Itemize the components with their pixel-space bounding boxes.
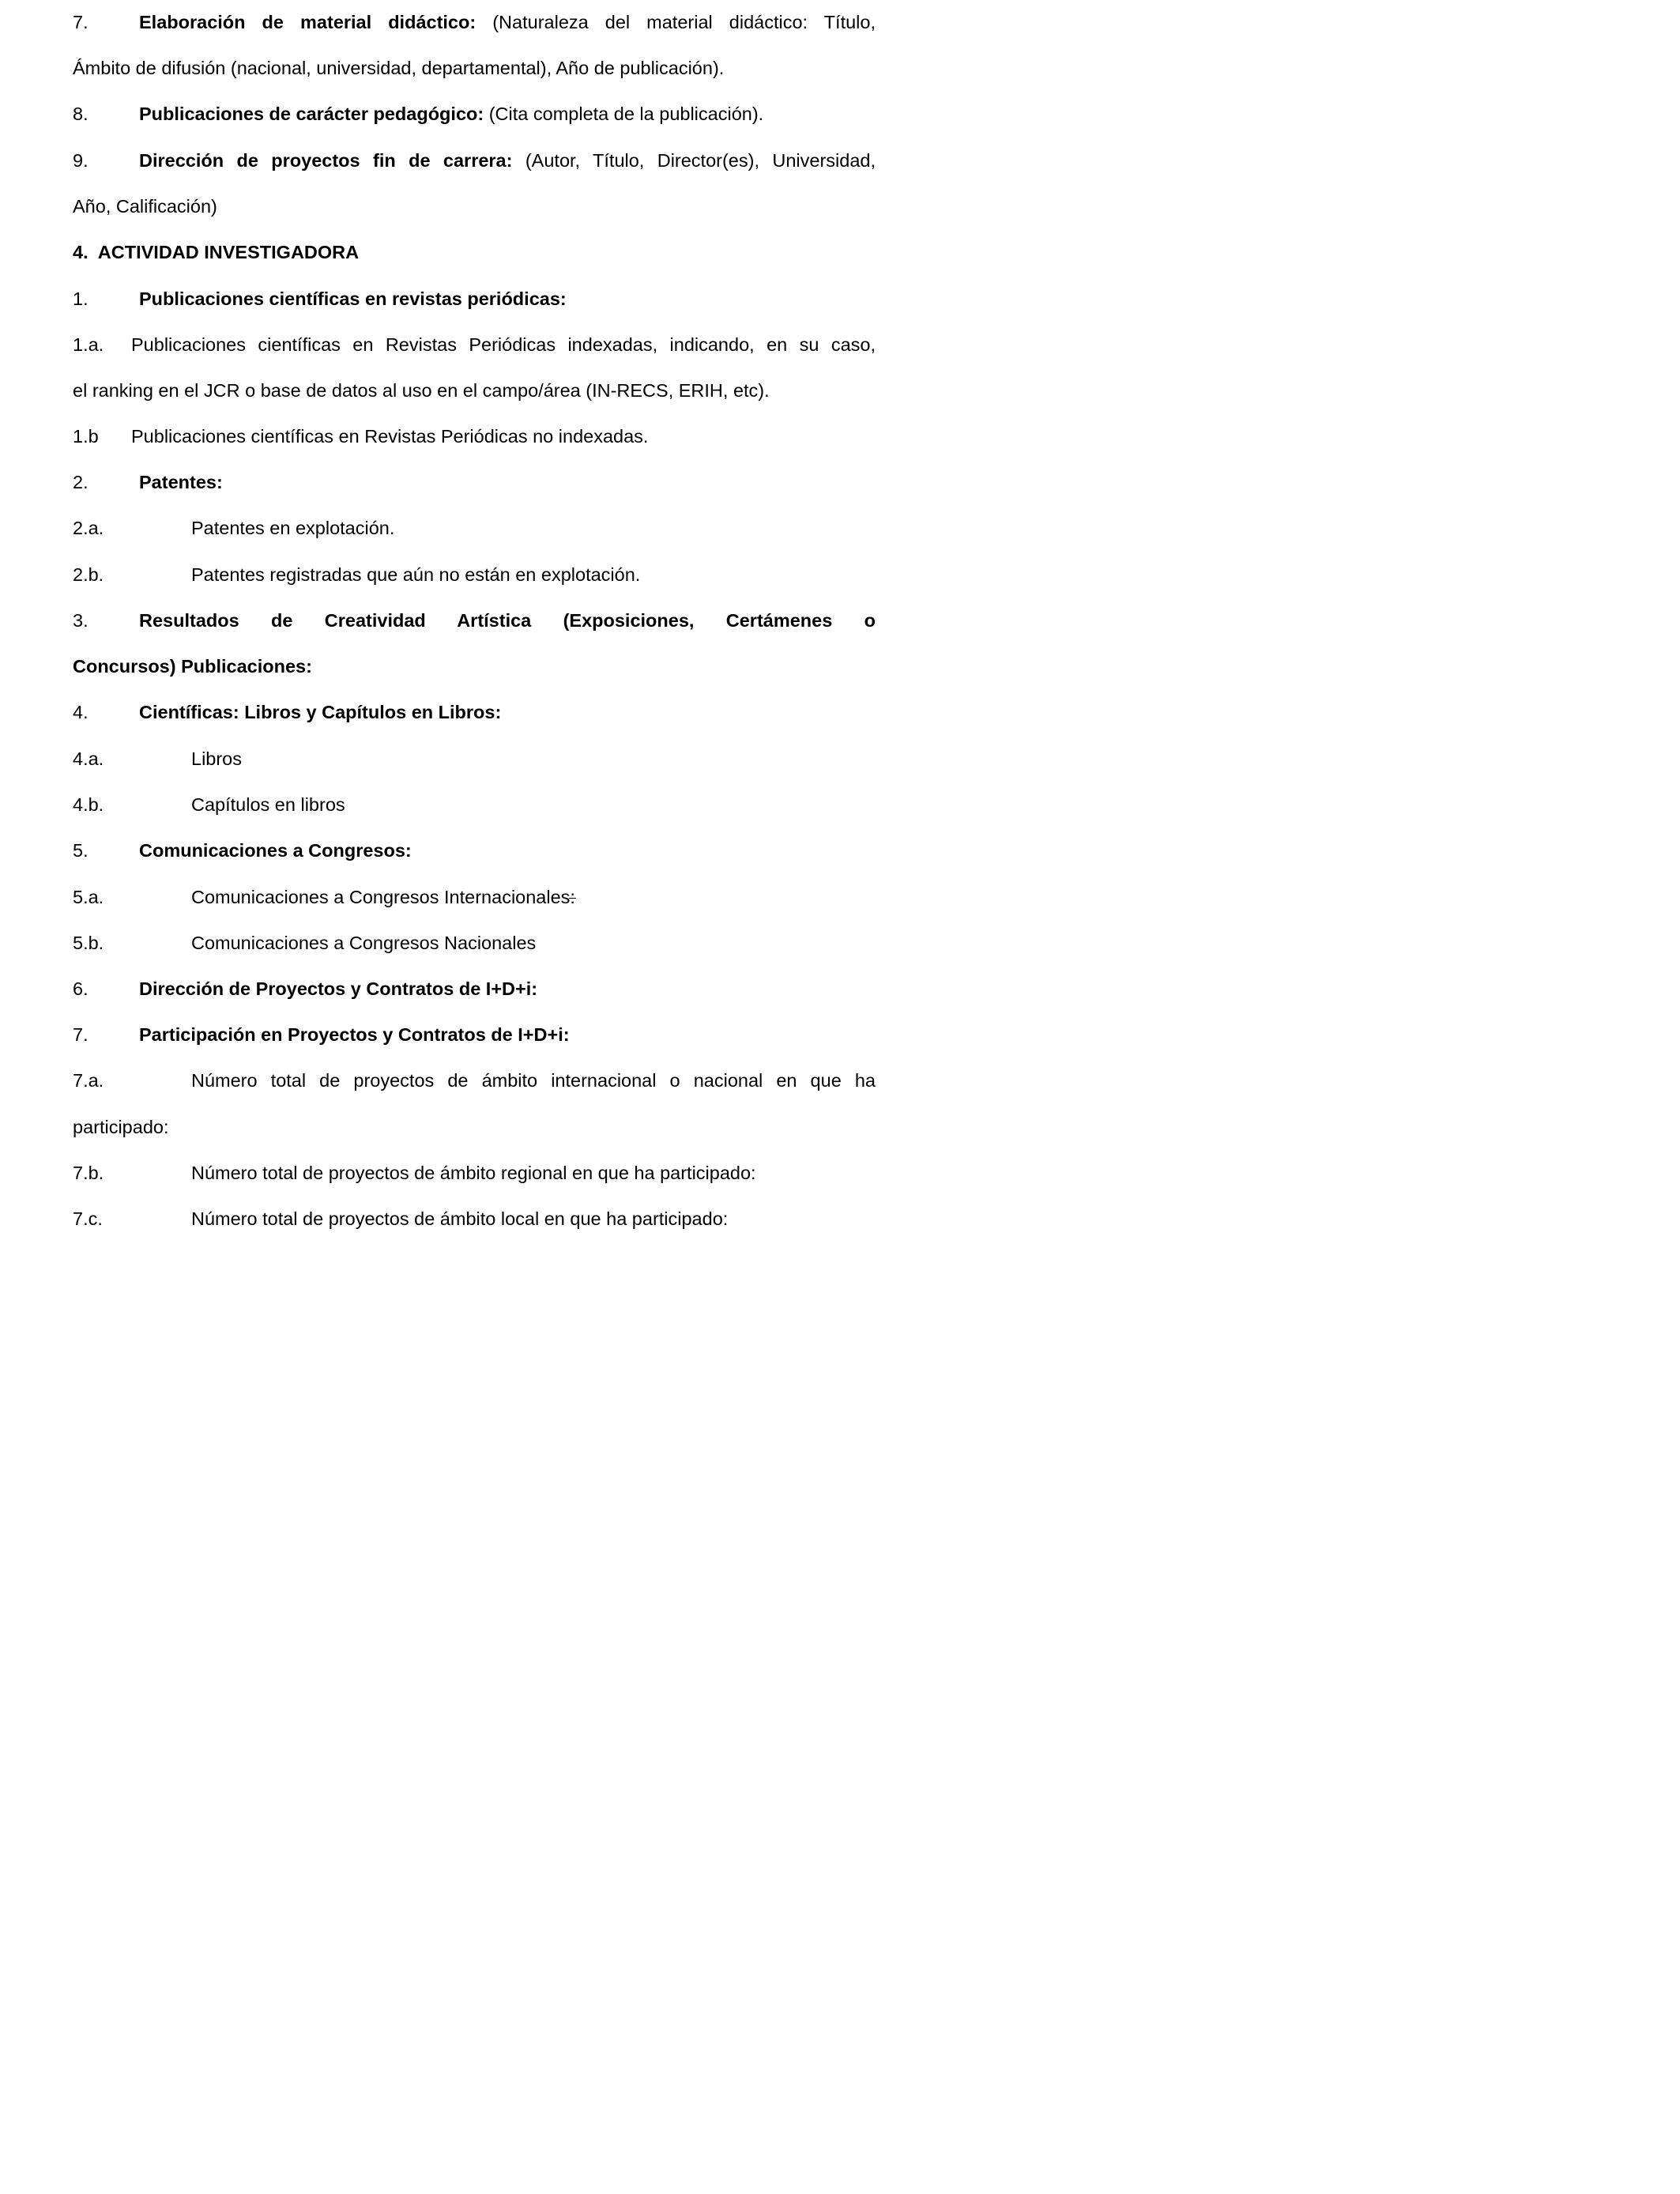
item-number: 8. xyxy=(73,104,89,124)
subsection-1a xyxy=(73,333,876,356)
item-number: 9. xyxy=(73,150,89,171)
subsection-3-continuation: Concursos) Publicaciones: xyxy=(73,656,312,677)
item-text: Publicaciones científicas en Revistas Periódicas no indexadas. xyxy=(131,426,649,447)
item-number: 5. xyxy=(73,840,89,861)
item-text: Capítulos en libros xyxy=(191,794,345,815)
item-number: 7.a. xyxy=(73,1070,104,1091)
item-title: Dirección de proyectos fin de carrera: xyxy=(139,150,513,171)
item-text: Número total de proyectos de ámbito internacional o nacional en que ha xyxy=(191,1070,876,1091)
item-9-line xyxy=(73,149,876,172)
item-7-line xyxy=(73,10,876,34)
item-number: 2.b. xyxy=(73,564,104,585)
item-title: Científicas: Libros y Capítulos en Libros: xyxy=(139,702,502,722)
section-heading: 4. ACTIVIDAD INVESTIGADORA xyxy=(73,242,360,262)
item-title: Publicaciones científicas en revistas periódicas: xyxy=(139,288,567,309)
item-number: 2. xyxy=(73,472,89,492)
item-number: 3. xyxy=(73,610,89,631)
subsection-7a xyxy=(73,1069,876,1092)
item-text: Comunicaciones a Congresos Internacionales xyxy=(191,887,571,907)
item-text: Número total de proyectos de ámbito regional en que ha participado: xyxy=(191,1163,756,1183)
item-number: 7.c. xyxy=(73,1208,103,1229)
item-title: Resultados de Creatividad Artística (Exposiciones, Certámenes o xyxy=(139,610,876,631)
item-text: Número total de proyectos de ámbito local en que ha participado: xyxy=(191,1208,729,1229)
subsection-3 xyxy=(73,609,876,632)
item-number: 2.a. xyxy=(73,518,104,538)
item-title: Patentes: xyxy=(139,472,223,492)
item-number: 1. xyxy=(73,288,89,309)
item-text: Libros xyxy=(191,748,243,769)
item-number: 5.a. xyxy=(73,887,104,907)
item-number: 6. xyxy=(73,978,89,999)
item-number: 7.b. xyxy=(73,1163,104,1183)
item-title: Comunicaciones a Congresos: xyxy=(139,840,412,861)
subsection-1a-continuation: el ranking en el JCR o base de datos al uso en el campo/área (IN-RECS, ERIH, etc). xyxy=(73,380,770,401)
item-7-continuation: Ámbito de difusión (nacional, universidad, departamental), Año de publicación). xyxy=(73,58,725,78)
item-description: (Autor, Título, Director(es), Universidad, xyxy=(525,150,876,171)
item-text: Publicaciones científicas en Revistas Periódicas indexadas, indicando, en su caso, xyxy=(131,334,876,355)
item-number: 7. xyxy=(73,1024,89,1045)
item-text: Patentes registradas que aún no están en explotación. xyxy=(191,564,641,585)
item-number: 4. xyxy=(73,702,89,722)
item-number: 7. xyxy=(73,12,89,32)
subsection-7a-continuation: participado: xyxy=(73,1117,169,1137)
item-number: 4.a. xyxy=(73,748,104,769)
item-text: Comunicaciones a Congresos Nacionales xyxy=(191,933,537,953)
struck-colon: : xyxy=(570,887,575,907)
item-title: Dirección de Proyectos y Contratos de I+D+i: xyxy=(139,978,538,999)
item-number: 4.b. xyxy=(73,794,104,815)
item-description: (Cita completa de la publicación). xyxy=(488,104,764,124)
item-title: Participación en Proyectos y Contratos de I+D+i: xyxy=(139,1024,570,1045)
item-number: 1.a. xyxy=(73,334,104,355)
item-9-continuation: Año, Calificación) xyxy=(73,196,217,217)
item-text: Patentes en explotación. xyxy=(191,518,395,538)
item-number: 5.b. xyxy=(73,933,104,953)
item-description: (Naturaleza del material didáctico: Título, xyxy=(492,12,876,32)
item-number: 1.b xyxy=(73,426,99,447)
item-title: Elaboración de material didáctico: xyxy=(139,12,477,32)
item-title: Publicaciones de carácter pedagógico: xyxy=(139,104,484,124)
